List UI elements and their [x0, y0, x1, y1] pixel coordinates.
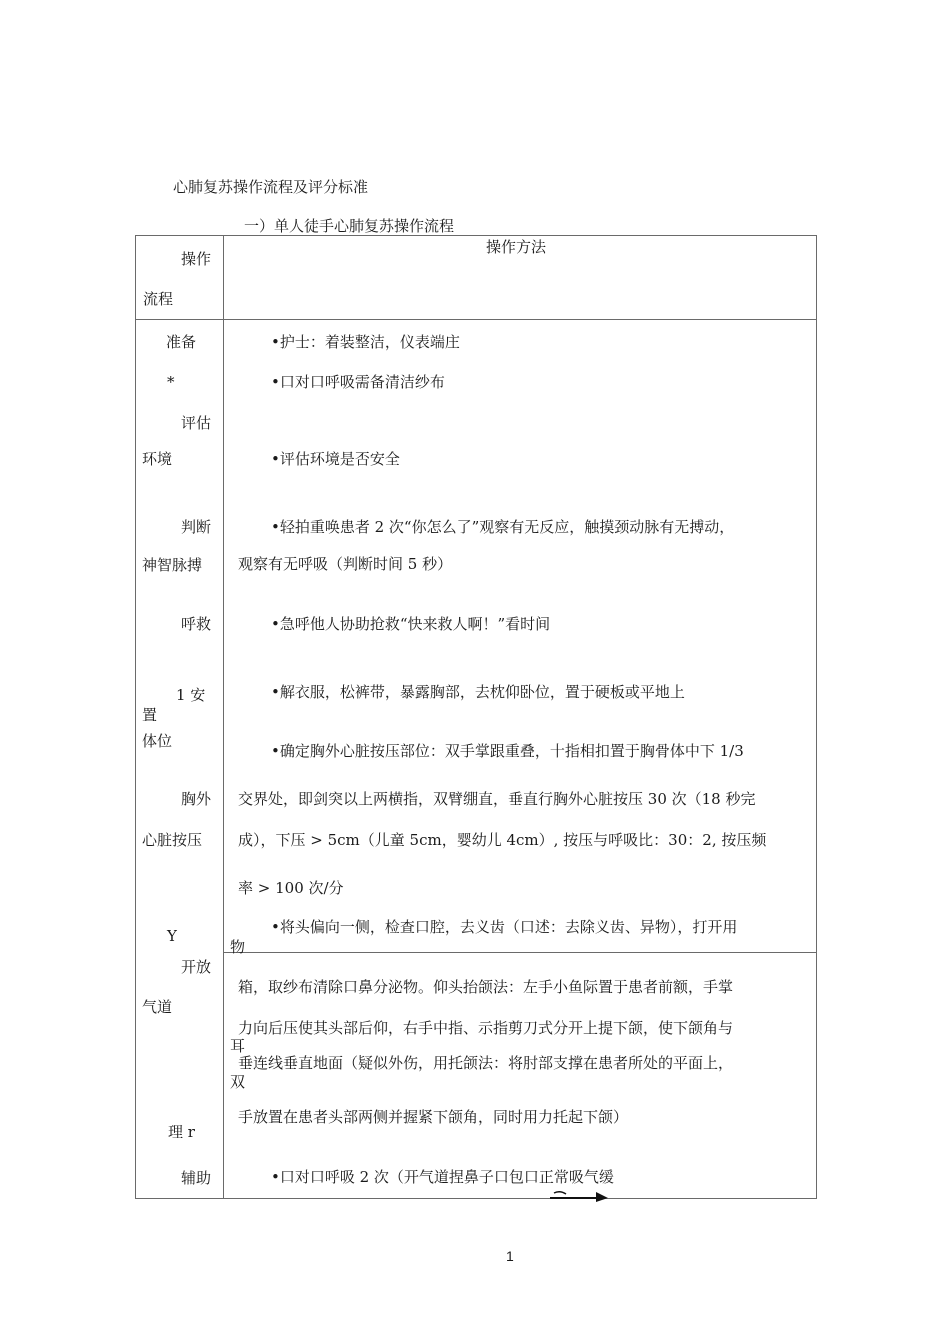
- table-border-right: [816, 235, 817, 1199]
- label-airway-1: 开放: [181, 958, 212, 976]
- content-airway-line2: 箱，取纱布清除口鼻分泌物。仰头抬颌法：左手小鱼际置于患者前额，手掌: [238, 978, 734, 996]
- content-airway-line4: 垂连线垂直地面（疑似外伤，用托颌法：将肘部支撑在患者所处的平面上，: [238, 1054, 734, 1072]
- label-manage: 理 r: [168, 1123, 195, 1141]
- label-position-3: 体位: [142, 732, 173, 750]
- content-position: •解衣服，松裤带，暴露胸部，去枕仰卧位，置于硬板或平地上: [271, 683, 685, 701]
- table-border-left: [135, 235, 136, 1199]
- table-border-bottom: [135, 1198, 817, 1199]
- content-airway-line3-overflow: 耳: [230, 1037, 246, 1055]
- content-judge-line2: 观察有无呼吸（判断时间 5 秒）: [238, 555, 453, 573]
- content-airway-line3: 力向后压使其头部后仰，右手中指、示指剪刀式分开上提下颌，使下颌角与: [238, 1019, 734, 1037]
- content-airway-line1: •将头偏向一侧，检查口腔，去义齿（口述：去除义齿、异物），打开用: [271, 918, 738, 936]
- content-nurse-attire: •护士：着装整洁，仪表端庄: [271, 333, 460, 351]
- label-position-1: 1 安: [176, 686, 206, 704]
- table-column-divider: [223, 235, 224, 1199]
- label-prep: 准备: [166, 333, 197, 351]
- label-assess-1: 评估: [181, 414, 212, 432]
- label-position-2: 置: [142, 706, 158, 724]
- table-border-top: [135, 235, 817, 236]
- label-judge-1: 判断: [181, 518, 212, 536]
- label-judge-2: 神智脉搏: [142, 556, 203, 574]
- document-subtitle: 一）单人徒手心肺复苏操作流程: [244, 217, 455, 235]
- document-title: 心肺复苏操作流程及评分标准: [173, 178, 369, 196]
- content-airway-line1-overflow: 物: [230, 938, 246, 956]
- table-header-divider: [135, 319, 817, 320]
- label-compress-2: 心脏按压: [142, 831, 203, 849]
- content-airway-line4-overflow: 双: [230, 1073, 246, 1091]
- label-airway-2: 气道: [142, 998, 173, 1016]
- label-star: *: [167, 373, 175, 391]
- content-gauze: •口对口呼吸需备清洁纱布: [271, 373, 445, 391]
- table-row-divider: [223, 952, 817, 953]
- content-compress-line1: •确定胸外心脏按压部位：双手掌跟重叠，十指相扣置于胸骨体中下 1/3: [271, 742, 744, 760]
- label-assess-2: 环境: [142, 450, 173, 468]
- content-compress-line2: 交界处，即剑突以上两横指，双臂绷直，垂直行胸外心脏按压 30 次（18 秒完: [238, 790, 756, 808]
- header-col1-line1: 操作: [181, 250, 212, 268]
- label-y: Y: [167, 927, 177, 945]
- content-compress-line3: 成），下压 > 5cm（儿童 5cm，婴幼儿 4cm）, 按压与呼吸比：30：2, 按压频: [238, 831, 767, 849]
- content-ventilation: •口对口呼吸 2 次（开气道捏鼻子口包口正常吸气缓: [271, 1168, 614, 1186]
- header-col1-line2: 流程: [143, 290, 174, 308]
- arrow-right-icon: [548, 1189, 610, 1203]
- label-compress-1: 胸外: [181, 790, 212, 808]
- header-col2: 操作方法: [486, 238, 547, 256]
- content-judge-line1: •轻拍重唤患者 2 次“你怎么了”观察有无反应，触摸颈动脉有无搏动，: [271, 518, 735, 536]
- content-assess-environment: •评估环境是否安全: [271, 450, 400, 468]
- label-assist: 辅助: [181, 1169, 212, 1187]
- label-call: 呼救: [181, 615, 212, 633]
- page-number: 1: [506, 1248, 514, 1264]
- content-compress-line4: 率 > 100 次/分: [238, 879, 344, 897]
- content-call-help: •急呼他人协助抢救“快来救人啊！”看时间: [271, 615, 551, 633]
- content-airway-line5: 手放置在患者头部两侧并握紧下颌角，同时用力托起下颌）: [238, 1108, 629, 1126]
